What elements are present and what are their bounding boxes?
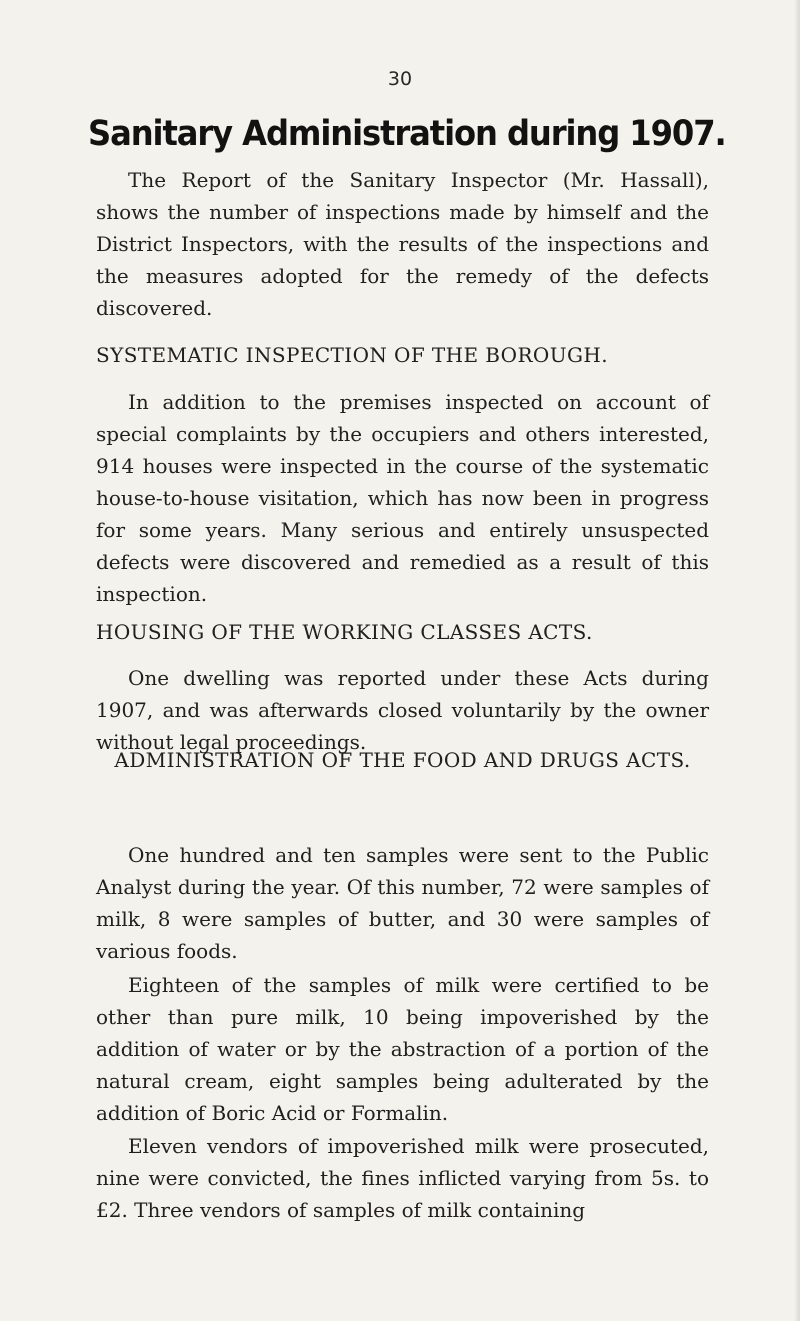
paragraph-systematic-inspection: In addition to the premises inspected on account of special complaints by the occupiers and others interested, 914 houses were inspected in the course of the systematic house-to-house visitation, which has now been in progress for some years. Many serious and entirely unsuspected defects were discovered and remedied as a result of this inspection. bbox=[96, 390, 709, 606]
paragraph-food-drugs-samples: One hundred and ten samples were sent to the Public Analyst during the year. Of this number, 72 were samples of milk, 8 were samples of butter, and 30 were samples of various foods. bbox=[96, 843, 709, 963]
section-heading-food-drugs: ADMINISTRATION OF THE FOOD AND DRUGS ACTS. bbox=[114, 748, 691, 772]
page-title: Sanitary Administration during 1907. bbox=[88, 114, 726, 154]
paragraph-food-drugs-prosecutions: Eleven vendors of impoverished milk were prosecuted, nine were convicted, the fines inflicted varying from 5s. to £2. Three vendors of samples of milk containing bbox=[96, 1134, 709, 1222]
paragraph-housing: One dwelling was reported under these Acts during 1907, and was afterwards closed voluntarily by the owner without legal proceedings. bbox=[96, 666, 709, 754]
section-heading-housing: HOUSING OF THE WORKING CLASSES ACTS. bbox=[96, 620, 593, 644]
intro-paragraph: The Report of the Sanitary Inspector (Mr. Hassall), shows the number of inspections made by himself and the District Inspectors, with the results of the inspections and the measures adopted for the remedy of the defects discovered. bbox=[96, 168, 709, 320]
page-number: 30 bbox=[387, 68, 413, 90]
section-heading-systematic-inspection: SYSTEMATIC INSPECTION OF THE BOROUGH. bbox=[96, 343, 608, 367]
paragraph-food-drugs-milk-results: Eighteen of the samples of milk were certified to be other than pure milk, 10 being impoverished by the addition of water or by the abstraction of a portion of the natural cream, eight samples being adulterated by the addition of Boric Acid or Formalin. bbox=[96, 973, 709, 1125]
page-edge-shadow bbox=[794, 0, 800, 1321]
